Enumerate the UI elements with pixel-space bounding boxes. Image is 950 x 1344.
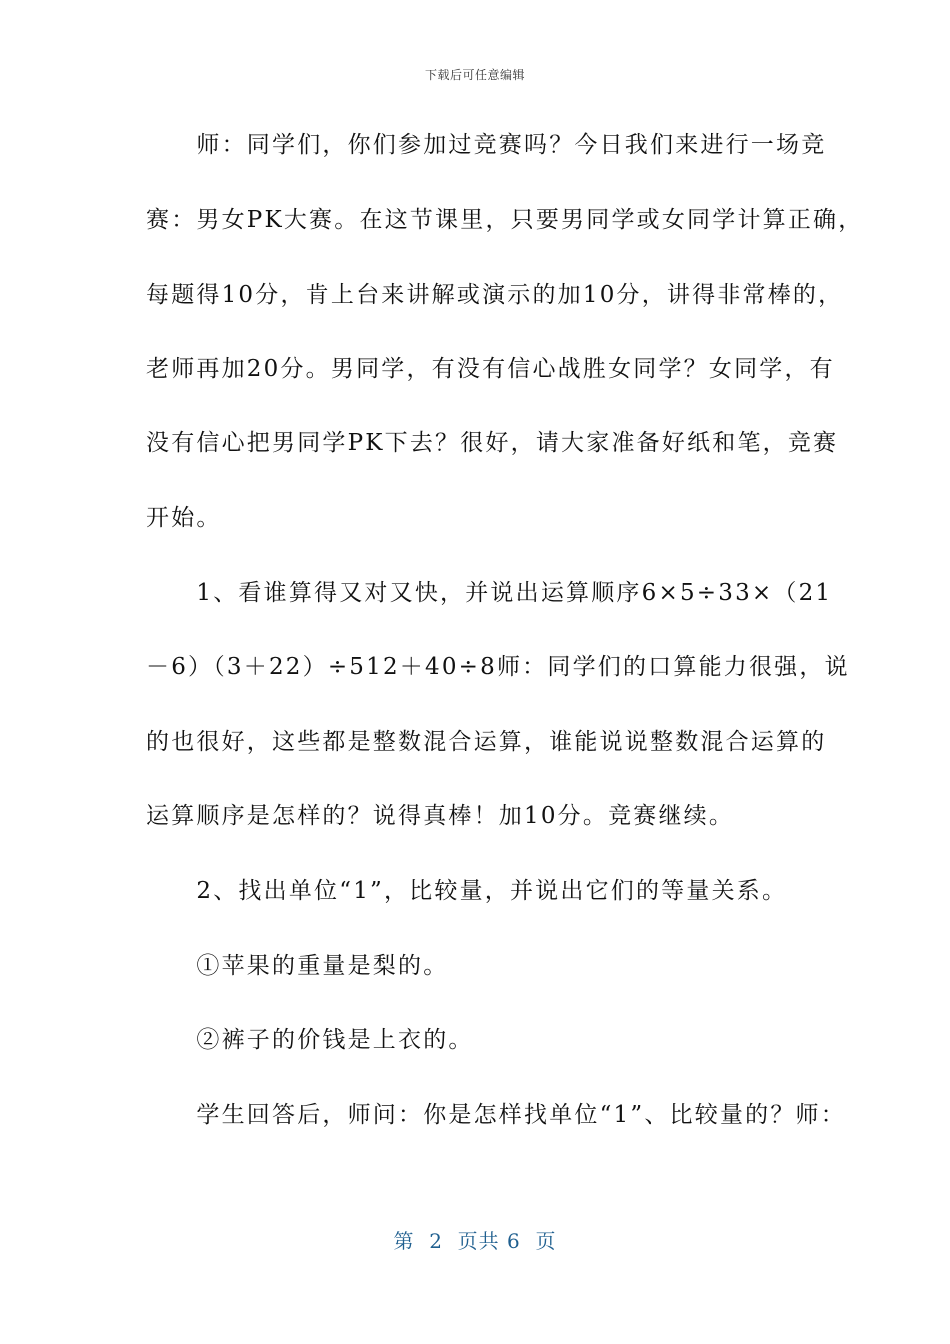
body-line: 1、看谁算得又对又快，并说出运算顺序6×5÷33×（21 [146, 580, 833, 606]
body-line: 赛：男女PK大赛。在这节课里，只要男同学或女同学计算正确， [146, 207, 864, 233]
body-line: 运算顺序是怎样的？说得真棒！加10分。竞赛继续。 [146, 803, 735, 829]
body-line: 2、找出单位“1”，比较量，并说出它们的等量关系。 [146, 878, 788, 904]
body-line: 老师再加20分。男同学，有没有信心战胜女同学？女同学，有 [146, 356, 835, 382]
body-line: ①苹果的重量是梨的。 [146, 953, 449, 979]
body-line: 师：同学们，你们参加过竞赛吗？今日我们来进行一场竞 [146, 132, 827, 158]
page-footer: 第 2 页共 6 页 [393, 1229, 557, 1253]
page-header: 下载后可任意编辑 [424, 68, 525, 82]
body-line: 开始。 [146, 505, 222, 531]
body-line: 学生回答后，师问：你是怎样找单位“1”、比较量的？师： [146, 1102, 846, 1128]
body-line: 没有信心把男同学PK下去？很好，请大家准备好纸和笔，竞赛 [146, 430, 839, 456]
body-line: 的也很好，这些都是整数混合运算，谁能说说整数混合运算的 [146, 729, 827, 755]
body-line: 每题得10分，肯上台来讲解或演示的加10分，讲得非常棒的， [146, 282, 844, 308]
body-line: －6）（3＋22）÷512＋40÷8师：同学们的口算能力很强，说 [146, 654, 850, 680]
body-line: ②裤子的价钱是上衣的。 [146, 1027, 474, 1053]
